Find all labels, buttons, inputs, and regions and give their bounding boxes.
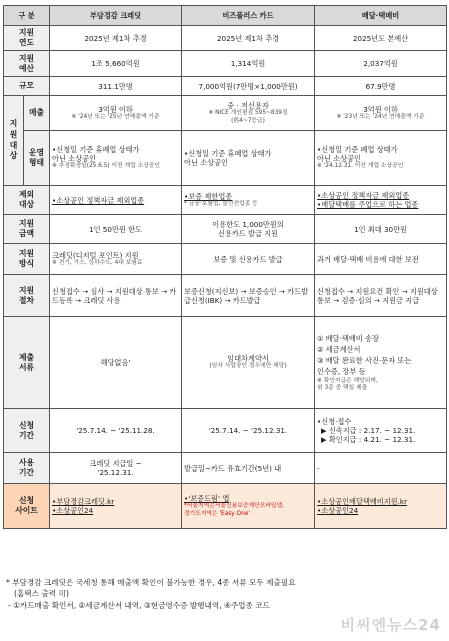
method-credit bbox=[50, 244, 182, 275]
row-sales bbox=[4, 96, 447, 131]
documents-item: ① 배달·택배비 송장 bbox=[317, 333, 379, 343]
period-delivery bbox=[315, 409, 447, 453]
row-method-label: 지원 방식 bbox=[4, 244, 50, 275]
documents-item: 인수증, 장부 등 bbox=[317, 367, 366, 377]
method-credit-note: ※ 전기, 가스, 상하수도, 4대 보험료 bbox=[52, 259, 143, 266]
documents-item: ② 세금계산서 bbox=[317, 345, 361, 355]
sales-credit bbox=[50, 96, 182, 131]
row-procedure-label: 지원 절차 bbox=[4, 275, 50, 317]
period-delivery-confirm: ▶ 확인지급 : 4.21. ~ 12.31. bbox=[321, 435, 416, 444]
sales-card-note: ※ NICE 개인평점 595~839점 (舊4~7등급) bbox=[208, 110, 288, 124]
row-scale-label: 규모 bbox=[4, 77, 50, 96]
row-site bbox=[4, 484, 447, 529]
budget-credit: 1조 5,660억원 bbox=[50, 51, 182, 77]
row-usage bbox=[4, 453, 447, 484]
footnote-line: (홈택스 출력 可) bbox=[14, 589, 70, 599]
footnote-line: * 부담경감 크레딧은 국세청 통해 매출액 확인이 불가능한 경우, 4종 서류 모두 제출필요 bbox=[6, 578, 296, 587]
scale-delivery: 67.9만명 bbox=[315, 77, 447, 96]
method-delivery: 과거 배달·택배 비용에 대한 보전 bbox=[315, 244, 447, 275]
period-delivery-title: •신청·접수 bbox=[317, 417, 352, 426]
documents-delivery-list bbox=[317, 333, 444, 378]
exclusion-delivery: •소상공인 정책자금 제외업종 •배달택배를 주업으로 하는 업종 bbox=[315, 186, 447, 215]
row-budget bbox=[4, 51, 447, 77]
exclusion-card bbox=[182, 186, 315, 215]
period-credit: '25.7.14. ~ '25.11.28. bbox=[50, 409, 182, 453]
documents-card-note: (임차 사업장인 경우에만 해당) bbox=[209, 363, 287, 370]
row-exclusion bbox=[4, 186, 447, 215]
row-year-label: 지원 연도 bbox=[4, 26, 50, 51]
sales-delivery-value: 3억원 이하 bbox=[363, 104, 398, 114]
sales-card-value: 중 · 저신용자 bbox=[227, 101, 269, 111]
scale-card: 7,000억원(7만명×1,000만원) bbox=[182, 77, 315, 96]
row-documents bbox=[4, 317, 447, 409]
sales-delivery bbox=[315, 96, 447, 131]
usage-delivery: - bbox=[315, 453, 447, 484]
documents-item: ③ 배달 완료한 사진·문자 또는 bbox=[317, 356, 412, 366]
method-credit-value: 크레딧(디지털 포인트) 지원 bbox=[52, 250, 139, 260]
sales-credit-value: 3억원 이하 bbox=[98, 104, 133, 114]
row-site-label: 신청 사이트 bbox=[4, 484, 50, 529]
operation-credit bbox=[50, 131, 182, 186]
row-amount-label: 지원 금액 bbox=[4, 215, 50, 244]
row-period bbox=[4, 409, 447, 453]
period-card: '25.7.14. ~ '25.12.31. bbox=[182, 409, 315, 453]
row-amount bbox=[4, 215, 447, 244]
row-budget-label: 지원 예산 bbox=[4, 51, 50, 77]
operation-delivery-note: ※ '24.12.31. 이전 개업 소상공인 bbox=[317, 163, 404, 170]
budget-card: 1,314억원 bbox=[182, 51, 315, 77]
row-usage-label: 사용 기간 bbox=[4, 453, 50, 484]
usage-credit: 크레딧 지급일 ~ '25.12.31. bbox=[50, 453, 182, 484]
header-row bbox=[4, 6, 447, 26]
operation-credit-note: ※ 추경확정일(25.6.5) 이전 개업 소상공인 bbox=[52, 163, 161, 170]
documents-delivery-note: ※ 확인지급은 해당되며, 위 3종 중 택일 제출 bbox=[317, 377, 378, 391]
header-delivery-fee: 배달·택배비 bbox=[315, 6, 447, 26]
budget-delivery: 2,037억원 bbox=[315, 51, 447, 77]
amount-delivery: 1인 최대 30만원 bbox=[315, 215, 447, 244]
operation-credit-value: •신청일 기준 휴폐업 상태가 아닌 소상공인 bbox=[52, 145, 140, 164]
site-credit-link[interactable]: •부담경감크레딧.kr •소상공인24 bbox=[50, 484, 182, 529]
year-credit: 2025년 제1차 추경 bbox=[50, 26, 182, 51]
header-category: 구 분 bbox=[4, 6, 50, 26]
row-method bbox=[4, 244, 447, 275]
row-procedure bbox=[4, 275, 447, 317]
row-operation-label: 운영 형태 bbox=[24, 131, 50, 186]
procedure-delivery: 신청접수 → 지원요건 확인 → 지원대상 통보 → 검증·심의 → 지원금 지급 bbox=[315, 275, 447, 317]
year-card: 2025년 제1차 추경 bbox=[182, 26, 315, 51]
footnote-line: - ①카드매출 확인서, ②세금계산서 내역, ③현금영수증 발행내역, ④주업종 코드 bbox=[8, 600, 270, 610]
operation-delivery-value: •신청일 기준 폐업 상태가 아닌 소상공인 bbox=[317, 145, 398, 164]
exclusion-card-note: * 금융·보험업, 불건전업종 등 bbox=[184, 200, 258, 207]
row-operation bbox=[4, 131, 447, 186]
row-exclusion-label: 제외 대상 bbox=[4, 186, 50, 215]
row-year bbox=[4, 26, 447, 51]
watermark: 비씨엔뉴스24 bbox=[340, 616, 441, 634]
amount-card: 이용한도 1,000만원의 신용카드 발급 지원 bbox=[182, 215, 315, 244]
period-delivery-fast: ▶ 신속지급 : 2.17. ~ 12.31. bbox=[321, 426, 416, 435]
row-documents-label: 제출 서류 bbox=[4, 317, 50, 409]
sales-credit-note: ※ '24년 또는 '25년 연매출액 기준 bbox=[71, 113, 160, 120]
header-burden-credit: 부담경감 크레딧 bbox=[50, 6, 182, 26]
support-comparison-table bbox=[3, 5, 447, 529]
documents-delivery bbox=[315, 317, 447, 409]
scale-credit: 311.1만명 bbox=[50, 77, 182, 96]
site-card-link[interactable]: •'보증드림' 앱 bbox=[184, 494, 230, 504]
row-period-label: 신청 기간 bbox=[4, 409, 50, 453]
site-delivery-link[interactable]: •소상공인배달택배비지원.kr •소상공인24 bbox=[315, 484, 447, 529]
site-card bbox=[182, 484, 315, 529]
sales-delivery-note: ※ '23년 또는 '24년 연매출액 기준 bbox=[336, 113, 425, 120]
procedure-card: 보증신청(지신보) → 보증승인 → 카드발급신청(IBK) → 카드발급 bbox=[182, 275, 315, 317]
exclusion-card-value: •보증 제한업종 bbox=[184, 191, 233, 201]
documents-credit: 해당없음' bbox=[50, 317, 182, 409]
documents-card-value: 임대차계약서 bbox=[227, 354, 269, 364]
amount-credit: 1인 50만원 한도 bbox=[50, 215, 182, 244]
target-group-label: 지 원 대 상 bbox=[4, 96, 24, 186]
procedure-credit: 신청접수 → 심사 → 지원대상 통보 → 카드등록 → 크레딧 사용 bbox=[50, 275, 182, 317]
footnote bbox=[6, 577, 442, 611]
operation-card: •신청일 기준 휴폐업 상태가 아닌 소상공인 bbox=[182, 131, 315, 186]
operation-delivery bbox=[315, 131, 447, 186]
documents-card bbox=[182, 317, 315, 409]
sales-card bbox=[182, 96, 315, 131]
site-card-note: *서울지역은서울신용보증재단모바일앱, 경기도지역은 'Easy One' bbox=[184, 503, 284, 517]
row-scale bbox=[4, 77, 447, 96]
usage-card: 발급일~카드 유효기간(5년) 내 bbox=[182, 453, 315, 484]
row-sales-label: 매출 bbox=[24, 96, 50, 131]
exclusion-credit: •소상공인 정책자금 제외업종 bbox=[50, 186, 182, 215]
header-bizplus-card: 비즈플러스 카드 bbox=[182, 6, 315, 26]
year-delivery: 2025년도 본예산 bbox=[315, 26, 447, 51]
method-card: 보증 및 신용카드 발급 bbox=[182, 244, 315, 275]
